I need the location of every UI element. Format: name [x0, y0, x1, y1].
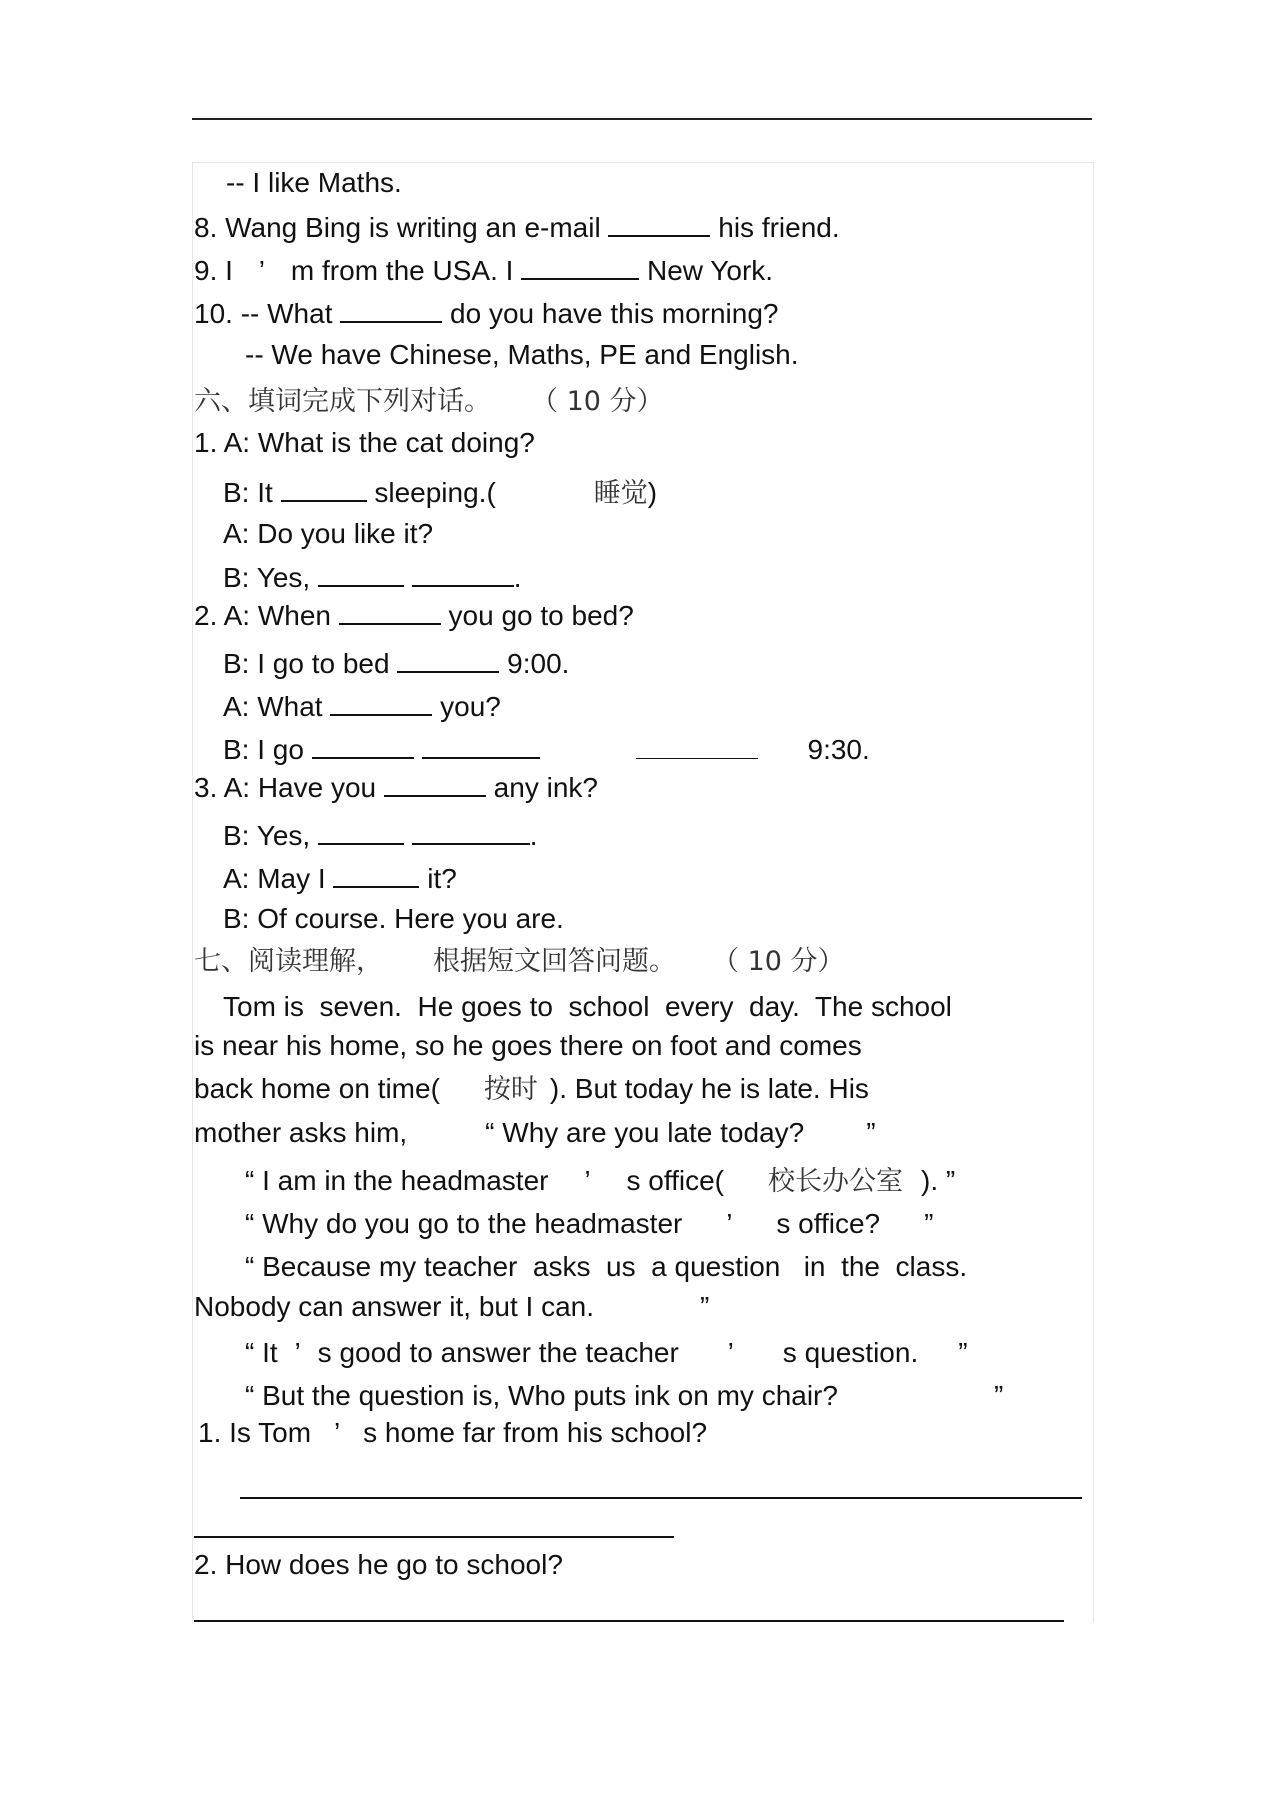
- answer-line[interactable]: [194, 1536, 674, 1538]
- question-8: [194, 209, 840, 245]
- apostrophe: ’: [294, 1337, 301, 1368]
- text: ). But today he is late. His: [549, 1073, 869, 1104]
- passage-line: [194, 1290, 709, 1324]
- answer-blank[interactable]: [318, 817, 404, 845]
- section-7-heading: [194, 944, 845, 979]
- heading-text: 六、填词完成下列对话。: [194, 386, 491, 417]
- dialogue-1-b2: [223, 559, 522, 595]
- section-6-heading: [194, 384, 664, 419]
- text: 1. Is Tom: [198, 1417, 312, 1448]
- text: B: Yes,: [223, 562, 311, 593]
- text: back home on time(: [194, 1073, 440, 1104]
- quote-mark: ”: [866, 1117, 876, 1148]
- text: “ I am in the headmaster: [245, 1165, 549, 1196]
- text: s office?: [776, 1208, 881, 1239]
- answer-blank[interactable]: [397, 645, 499, 673]
- header-rule: [192, 118, 1092, 120]
- answer-blank[interactable]: [318, 559, 404, 587]
- answer-blank[interactable]: [412, 817, 530, 845]
- answer-blank[interactable]: [339, 597, 441, 625]
- answer-blank[interactable]: [330, 688, 432, 716]
- heading-text: 根据短文回答问题。: [433, 946, 676, 977]
- heading-text: 七、阅读理解，: [194, 946, 383, 977]
- apostrophe: ’: [258, 255, 266, 286]
- question-10-answer: -- We have Chinese, Maths, PE and English.: [245, 339, 799, 370]
- text: ). ”: [921, 1165, 956, 1196]
- answer-blank[interactable]: [422, 731, 540, 759]
- quote-mark: ”: [993, 1380, 1004, 1411]
- text: 2. A: When: [194, 600, 331, 631]
- text: s question.: [782, 1337, 919, 1368]
- text: 8. Wang Bing is writing an e-mail: [194, 212, 601, 243]
- text: B: Yes,: [223, 820, 311, 851]
- answer-line[interactable]: [240, 1497, 1082, 1499]
- text: B: I go: [223, 734, 304, 765]
- question-10: [194, 295, 778, 331]
- passage-line: Tom is seven. He goes to school every day. The school: [223, 991, 952, 1022]
- text: 9:00.: [507, 648, 570, 679]
- text: you go to bed?: [448, 600, 634, 631]
- text: Nobody can answer it, but I can.: [194, 1291, 594, 1322]
- text: ): [647, 477, 658, 508]
- text: s home far from his school?: [363, 1417, 708, 1448]
- dialogue-1-a2: A: Do you like it?: [223, 518, 434, 549]
- dialogue-2-a2: [223, 688, 501, 724]
- text: 9. I: [194, 255, 233, 286]
- passage-line: [245, 1207, 933, 1241]
- dialogue-1-question: 1. A: What is the cat doing?: [194, 427, 535, 458]
- answer-blank[interactable]: [333, 860, 419, 888]
- passage-line: [245, 1336, 968, 1370]
- text: any ink?: [493, 772, 598, 803]
- score: （ 10 分）: [712, 946, 845, 977]
- text-line: -- I like Maths.: [226, 167, 402, 198]
- quote-mark: ”: [700, 1291, 710, 1322]
- text: s good to answer the teacher: [317, 1337, 679, 1368]
- dialogue-3-b2: B: Of course. Here you are.: [223, 903, 564, 934]
- chinese-hint: 睡觉: [593, 478, 648, 509]
- reading-question-1: [198, 1416, 707, 1450]
- passage-line: is near his home, so he goes there on foot and comes: [194, 1030, 862, 1061]
- passage-line: [245, 1379, 1003, 1413]
- dialogue-2-b1: [223, 645, 569, 681]
- answer-blank[interactable]: [636, 732, 758, 759]
- text: “ It: [245, 1337, 278, 1368]
- text: A: What: [223, 691, 323, 722]
- text: .: [529, 820, 538, 851]
- quote-mark: ”: [924, 1208, 934, 1239]
- apostrophe: ’: [727, 1337, 734, 1368]
- text: 10. -- What: [194, 298, 333, 329]
- answer-line[interactable]: [194, 1620, 1064, 1622]
- passage-line: “ Because my teacher asks us a question in the class.: [245, 1251, 968, 1282]
- text: mother asks him,: [194, 1117, 408, 1148]
- dialogue-2-question: [194, 597, 634, 633]
- text: “ Why do you go to the headmaster: [245, 1208, 683, 1239]
- score: （ 10 分）: [531, 386, 664, 417]
- text: m from the USA. I: [290, 255, 514, 286]
- dialogue-3-question: [194, 769, 598, 805]
- passage-line: [245, 1164, 955, 1199]
- answer-blank[interactable]: [521, 252, 639, 280]
- text: New York.: [646, 255, 774, 286]
- apostrophe: ’: [726, 1208, 733, 1239]
- text: his friend.: [718, 212, 840, 243]
- apostrophe: ’: [584, 1165, 591, 1196]
- dialogue-2-b2: [223, 731, 870, 767]
- chinese-hint: 校长办公室: [768, 1166, 904, 1197]
- quote-mark: ”: [958, 1337, 968, 1368]
- chinese-hint: 按时: [483, 1074, 538, 1105]
- answer-blank[interactable]: [281, 474, 367, 502]
- text: 3. A: Have you: [194, 772, 377, 803]
- text: “ Why are you late today?: [485, 1117, 805, 1148]
- passage-line: [194, 1072, 869, 1107]
- text: B: I go to bed: [223, 648, 390, 679]
- answer-blank[interactable]: [412, 559, 514, 587]
- text: it?: [427, 863, 457, 894]
- text: “ But the question is, Who puts ink on my chair?: [245, 1380, 838, 1411]
- dialogue-1-b1: [223, 474, 657, 511]
- question-9: [194, 252, 773, 288]
- text: .: [513, 562, 522, 593]
- answer-blank[interactable]: [608, 209, 710, 237]
- apostrophe: ’: [333, 1417, 341, 1448]
- answer-blank[interactable]: [384, 769, 486, 797]
- dialogue-3-a2: [223, 860, 457, 896]
- text: B: It: [223, 477, 273, 508]
- text: s office(: [626, 1165, 725, 1196]
- answer-blank[interactable]: [340, 295, 442, 323]
- text: sleeping.(: [374, 477, 496, 508]
- text: you?: [440, 691, 501, 722]
- answer-blank[interactable]: [312, 731, 414, 759]
- dialogue-3-b1: [223, 817, 538, 853]
- text: A: May I: [223, 863, 326, 894]
- text: do you have this morning?: [450, 298, 779, 329]
- passage-line: [194, 1116, 876, 1150]
- reading-question-2: 2. How does he go to school?: [194, 1549, 563, 1580]
- text: 9:30.: [807, 734, 870, 765]
